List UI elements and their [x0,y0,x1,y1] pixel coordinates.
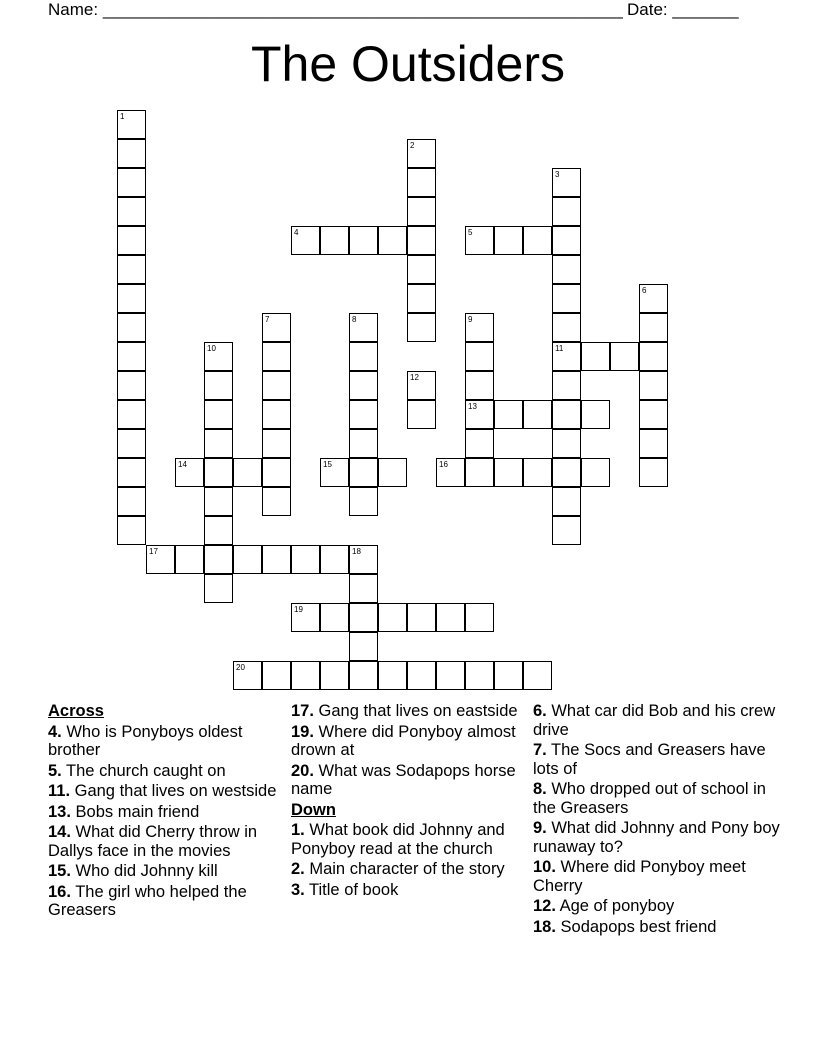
grid-cell[interactable] [117,429,146,458]
clue-text: Gang that lives on eastside [313,702,518,720]
grid-cell[interactable] [407,400,436,429]
clue-num: 18. [533,917,556,936]
grid-cell[interactable] [407,255,436,284]
clue-num: 10. [533,858,556,876]
clue-item [533,780,783,817]
grid-cell[interactable] [117,371,146,400]
grid-cell[interactable] [494,226,523,255]
grid-cell[interactable] [117,284,146,313]
clue-number: 4 [294,228,299,237]
grid-cell[interactable] [639,371,668,400]
grid-cell[interactable] [639,458,668,487]
grid-cell[interactable] [552,342,581,371]
clue-text: What car did Bob and his crew drive [533,702,776,739]
grid-cell[interactable] [262,661,291,690]
grid-cell[interactable] [262,342,291,371]
grid-cell[interactable] [349,487,378,516]
clue-number: 11 [555,344,564,353]
grid-cell[interactable] [378,661,407,690]
grid-cell[interactable] [320,603,349,632]
grid-cell[interactable] [407,197,436,226]
clue-text: Where did Ponyboy meet Cherry [533,858,746,895]
grid-cell[interactable] [320,458,349,487]
clue-text: What did Cherry throw in Dallys face in the movies [48,823,258,860]
grid-cell[interactable] [552,458,581,487]
clue-num: 12. [533,897,556,915]
grid-cell[interactable] [378,603,407,632]
clue-number: 12 [410,373,419,382]
grid-cell[interactable] [552,284,581,313]
name-blank[interactable]: _______________________________________________________ [102,0,623,19]
clue-item [533,858,783,895]
grid-cell[interactable] [552,313,581,342]
clue-item [291,881,527,900]
grid-cell[interactable] [552,255,581,284]
grid-cell[interactable] [465,429,494,458]
clue-num: 7. [533,741,547,759]
grid-cell[interactable] [204,458,233,487]
grid-cell[interactable] [291,226,320,255]
clue-number: 17 [149,547,158,556]
grid-cell[interactable] [552,226,581,255]
grid-cell[interactable] [233,661,262,690]
grid-cell[interactable] [349,342,378,371]
grid-cell[interactable] [465,342,494,371]
grid-cell[interactable] [117,139,146,168]
grid-cell[interactable] [262,371,291,400]
clue-item [48,862,284,881]
clue-item [291,762,527,799]
clue-item [48,762,284,781]
grid-cell[interactable] [581,400,610,429]
grid-cell[interactable] [407,371,436,400]
grid-cell[interactable] [146,545,175,574]
clue-text: The Socs and Greasers have lots of [533,741,766,778]
grid-cell[interactable] [291,545,320,574]
grid-cell[interactable] [320,661,349,690]
grid-cell[interactable] [552,516,581,545]
grid-cell[interactable] [581,342,610,371]
grid-cell[interactable] [465,313,494,342]
grid-cell[interactable] [262,458,291,487]
clue-number: 19 [294,605,303,614]
clue-text: Where did Ponyboy almost drown at [291,722,516,759]
clue-num: 17. [291,702,314,720]
grid-cell[interactable] [494,458,523,487]
clue-item [48,723,284,760]
grid-cell[interactable] [349,458,378,487]
grid-cell[interactable] [349,632,378,661]
clue-item [291,723,527,760]
grid-cell[interactable] [233,458,262,487]
grid-cell[interactable] [349,603,378,632]
clue-num: 8. [533,780,547,798]
grid-cell[interactable] [117,110,146,139]
grid-cell[interactable] [552,168,581,197]
grid-cell[interactable] [117,342,146,371]
clue-number: 10 [207,344,216,353]
clue-text: Gang that lives on westside [70,782,277,800]
clue-number: 6 [642,286,647,295]
clue-num: 13. [48,802,71,821]
grid-cell[interactable] [349,371,378,400]
grid-cell[interactable] [407,139,436,168]
grid-cell[interactable] [117,313,146,342]
clue-num: 11. [48,782,71,800]
grid-cell[interactable] [639,284,668,313]
grid-cell[interactable] [581,458,610,487]
grid-cell[interactable] [465,400,494,429]
grid-cell[interactable] [117,168,146,197]
clue-number: 5 [468,228,473,237]
grid-cell[interactable] [407,603,436,632]
clue-item [533,918,783,937]
grid-cell[interactable] [117,487,146,516]
clue-text: What was Sodapops horse name [291,761,516,798]
grid-cell[interactable] [378,458,407,487]
grid-cell[interactable] [117,458,146,487]
clue-text: Who dropped out of school in the Greasers [533,780,766,817]
clue-column-2 [291,702,527,901]
date-label: Date: [627,0,668,19]
grid-cell[interactable] [233,545,262,574]
grid-cell[interactable] [552,371,581,400]
grid-cell[interactable] [552,400,581,429]
grid-cell[interactable] [262,400,291,429]
grid-cell[interactable] [639,429,668,458]
clue-item [48,883,284,920]
grid-cell[interactable] [349,429,378,458]
clue-number: 9 [468,315,473,324]
clue-number: 2 [410,141,415,150]
clue-text: Title of book [304,880,399,899]
grid-cell[interactable] [349,545,378,574]
grid-cell[interactable] [349,400,378,429]
grid-cell[interactable] [494,400,523,429]
date-blank[interactable]: _______ [672,0,739,19]
grid-cell[interactable] [117,197,146,226]
clue-text: Bobs main friend [70,802,200,821]
grid-cell[interactable] [494,661,523,690]
name-label: Name: [48,0,99,19]
grid-cell[interactable] [523,458,552,487]
grid-cell[interactable] [552,429,581,458]
clue-item [533,741,783,778]
grid-cell[interactable] [204,342,233,371]
clue-number: 18 [352,547,361,556]
grid-cell[interactable] [552,487,581,516]
clue-num: 4. [48,722,62,741]
grid-cell[interactable] [407,313,436,342]
clue-text: Sodapops best friend [555,917,717,936]
clue-text: The girl who helped the Greasers [48,882,247,919]
grid-cell[interactable] [523,226,552,255]
clue-item [533,702,783,739]
grid-cell[interactable] [465,226,494,255]
clue-number: 14 [178,460,187,469]
grid-cell[interactable] [407,661,436,690]
grid-cell[interactable] [291,603,320,632]
clue-column-1 [48,702,284,922]
grid-cell[interactable] [378,226,407,255]
down-heading: Down [291,800,336,819]
grid-cell[interactable] [349,661,378,690]
clue-text: Who is Ponyboys oldest brother [48,722,243,759]
across-heading: Across [48,702,104,720]
grid-cell[interactable] [262,429,291,458]
clue-item [291,860,527,879]
clue-item [48,782,284,801]
clue-num: 14. [48,823,71,841]
grid-cell[interactable] [349,313,378,342]
grid-cell[interactable] [407,284,436,313]
grid-cell[interactable] [204,487,233,516]
grid-cell[interactable] [465,661,494,690]
grid-cell[interactable] [639,342,668,371]
clue-column-3 [533,702,783,938]
grid-cell[interactable] [407,226,436,255]
clue-number: 15 [323,460,332,469]
grid-cell[interactable] [349,574,378,603]
clue-num: 16. [48,882,71,901]
grid-cell[interactable] [465,371,494,400]
grid-cell[interactable] [639,400,668,429]
clue-number: 8 [352,315,357,324]
grid-cell[interactable] [291,661,320,690]
clue-text: Main character of the story [304,860,505,878]
grid-cell[interactable] [262,487,291,516]
clue-num: 5. [48,761,62,780]
clue-num: 9. [533,819,547,837]
clue-text: Who did Johnny kill [70,862,218,880]
grid-cell[interactable] [436,603,465,632]
clue-item [291,702,527,721]
grid-cell[interactable] [436,458,465,487]
grid-cell[interactable] [320,226,349,255]
grid-cell[interactable] [204,429,233,458]
grid-cell[interactable] [262,313,291,342]
clue-num: 20. [291,761,314,780]
clue-number: 3 [555,170,560,179]
grid-cell[interactable] [320,545,349,574]
grid-cell[interactable] [204,400,233,429]
clue-text: The church caught on [61,761,226,780]
grid-cell[interactable] [117,226,146,255]
grid-cell[interactable] [117,255,146,284]
grid-cell[interactable] [175,545,204,574]
grid-cell[interactable] [204,371,233,400]
clue-num: 3. [291,880,305,899]
grid-cell[interactable] [262,545,291,574]
grid-cell[interactable] [465,458,494,487]
grid-cell[interactable] [204,516,233,545]
clue-num: 6. [533,702,547,720]
grid-cell[interactable] [349,226,378,255]
clue-item [48,803,284,822]
grid-cell[interactable] [523,400,552,429]
clue-number: 20 [236,663,245,672]
clue-num: 1. [291,821,305,839]
clue-item [533,819,783,856]
clue-item [533,897,783,916]
clue-num: 2. [291,860,305,878]
page-title: The Outsiders [250,36,565,92]
grid-cell[interactable] [610,342,639,371]
clue-num: 19. [291,722,314,741]
clue-num: 15. [48,862,71,880]
clue-number: 7 [265,315,270,324]
grid-cell[interactable] [639,313,668,342]
grid-cell[interactable] [204,545,233,574]
clue-text: What book did Johnny and Ponyboy read at the church [291,821,505,858]
grid-cell[interactable] [117,516,146,545]
clue-item [48,823,284,860]
grid-cell[interactable] [204,574,233,603]
clue-number: 1 [120,112,125,121]
grid-cell[interactable] [523,661,552,690]
clue-item [291,821,527,858]
grid-cell[interactable] [436,661,465,690]
grid-cell[interactable] [407,168,436,197]
clue-number: 13 [468,402,477,411]
grid-cell[interactable] [465,603,494,632]
clue-text: What did Johnny and Pony boy runaway to? [533,819,780,856]
clue-number: 16 [439,460,448,469]
clue-text: Age of ponyboy [555,897,675,915]
grid-cell[interactable] [552,197,581,226]
grid-cell[interactable] [117,400,146,429]
grid-cell[interactable] [175,458,204,487]
